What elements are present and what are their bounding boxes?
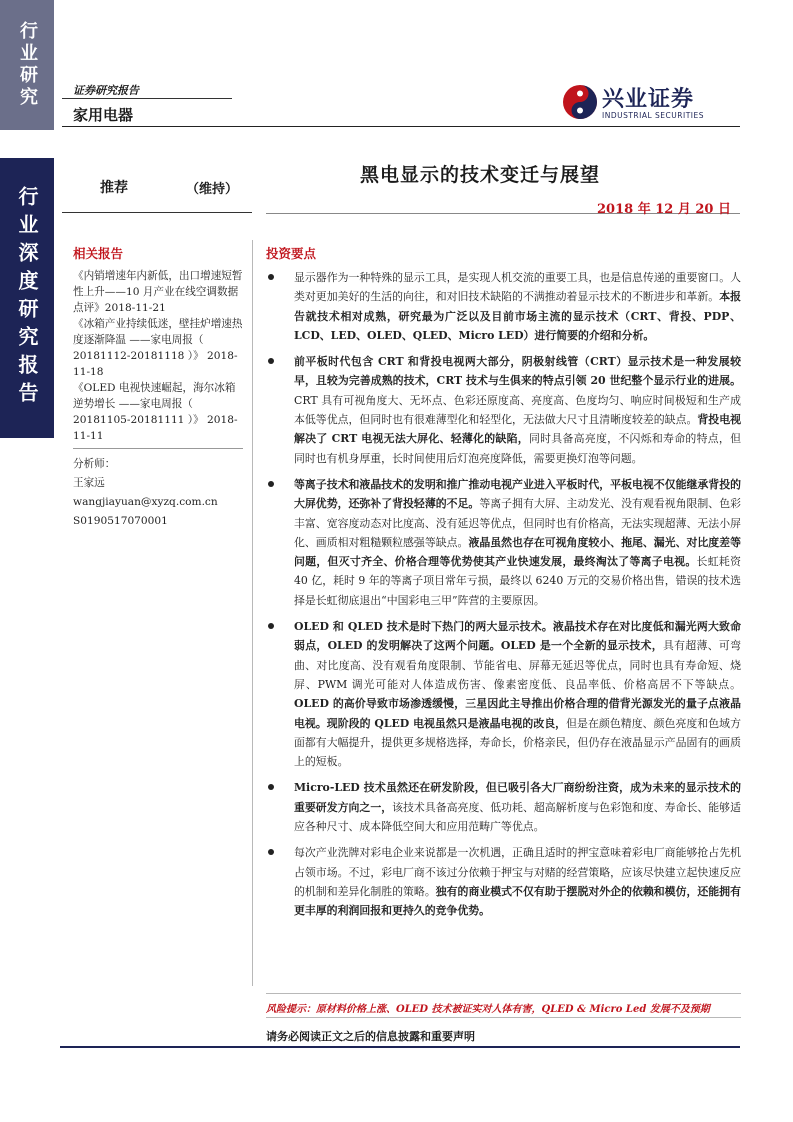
- related-reports: [73, 244, 243, 444]
- highlight-point: [266, 778, 741, 836]
- point-bold-text: Micro-LED 技术虽然还在研发阶段，但已吸引各大厂商纷纷注资，成为未来的显示技术的重要研发方向之一，: [294, 781, 741, 814]
- risk-warning: 风险提示：原材料价格上涨、OLED 技术被证实对人体有害，QLED & Micro Led 发展不及预期: [266, 1004, 710, 1015]
- footer-line: [60, 1046, 740, 1048]
- bullet-icon: [268, 623, 274, 629]
- point-text: 每次产业洗牌对彩电企业来说都是一次机遇，正确且适时的押宝意味着彩电厂商能够抢占先机占领市场。不过，彩电厂商不该过分依赖于押宝与对赌的经营策略，应该尽快建立起快速反应的机制和差异化制胜的策略。: [294, 846, 741, 898]
- point-bold-text: 本报告就技术相对成熟，研究最为广泛以及目前市场主流的显示技术（CRT、背投、PDP、LCD、LED、OLED、QLED、Micro LED）进行简要的介绍和分析。: [294, 290, 741, 342]
- highlight-point: [266, 475, 741, 610]
- rating-divider: [62, 212, 252, 213]
- point-bold-text: 等离子技术和液晶技术的发明和推广推动电视产业进入平板时代，平板电视不仅能继承背投的大屏优势，还弥补了背投轻薄的不足。: [294, 477, 741, 511]
- rating-label: 推荐: [100, 180, 128, 196]
- highlight-point: [266, 352, 741, 468]
- point-bold-text: OLED 和 QLED 技术是时下热门的两大显示技术。液晶技术存在对比度低和漏光两大致命弱点，OLED 的发明解决了这两个问题。OLED 是一个全新的显示技术，: [294, 620, 741, 653]
- point-text: 具有超薄、可弯曲、对比度高、没有观看角度限制、节能省电、屏幕无延迟等优点，同时也具有寿命短、烧屏、PWM 调光可能对人体造成伤害、像素密度低、良品率低、价格高居不下等缺点。: [294, 639, 741, 691]
- related-report-item[interactable]: 《冰箱产业持续低迷，壁挂炉增速热度逐渐降温 ——家电周报（ 20181112-20181118 ）》 2018-11-18: [73, 318, 243, 378]
- logo-mark-icon: [560, 82, 600, 122]
- point-bold-text: 独有的商业模式不仅有助于摆脱对外企的依赖和模仿，还能拥有更丰厚的利润回报和更持久的竞争优势。: [294, 884, 741, 918]
- disclaimer-footer: 请务必阅读正文之后的信息披露和重要声明: [266, 1030, 475, 1043]
- highlight-point: [266, 268, 741, 345]
- rating-note: （维持）: [186, 182, 239, 197]
- related-reports-heading: 相关报告: [73, 246, 124, 261]
- industry-name: 家用电器: [73, 106, 134, 124]
- bullet-icon: [268, 274, 274, 280]
- analyst-name: 王家远: [73, 477, 105, 489]
- highlight-point: [266, 617, 741, 771]
- side-tab-industry-research-label: 行业研究: [17, 21, 38, 109]
- report-title: 黑电显示的技术变迁与展望: [360, 164, 601, 186]
- side-tab-deep-research-label: 行业深度研究报告: [15, 186, 39, 410]
- report-date: 2018 年 12 月 20 日: [597, 202, 731, 217]
- column-divider: [252, 240, 253, 986]
- point-bold-text: 背投电视解决了 CRT 电视无法大屏化、轻薄化的缺陷，: [294, 413, 741, 446]
- analyst-email[interactable]: wangjiayuan@xyzq.com.cn: [73, 496, 218, 508]
- header-divider-short: [62, 98, 232, 99]
- point-text: 同时具备高亮度，不闪烁和寿命的特点，但同时也有机身厚重，长时间使用后灯泡亮度降低，需要更换灯泡等问题。: [294, 432, 741, 465]
- analyst-info: [73, 448, 243, 531]
- header-divider-long: [62, 126, 740, 127]
- side-tab-industry-research: [0, 0, 54, 130]
- related-report-item[interactable]: 《内销增速年内新低，出口增速短暂性上升——10 月产业在线空调数据点评》2018-11-21: [73, 270, 243, 314]
- side-tab-deep-research: [0, 158, 54, 438]
- logo-text-en: INDUSTRIAL SECURITIES: [602, 111, 704, 120]
- point-text: 显示器作为一种特殊的显示工具，是实现人机交流的重要工具，也是信息传递的重要窗口。人类对更加美好的生活的向往，和对旧技术缺陷的不满推动着显示技术的不断进步和革新。: [294, 271, 741, 304]
- company-logo: [560, 82, 730, 124]
- point-bold-text: OLED 的高价导致市场渗透缓慢，三星因此主导推出价格合理的借背光源发光的量子点液晶电视。现阶段的 QLED 电视虽然只是液晶电视的改良，: [294, 697, 741, 730]
- point-text: 该技术具备高亮度、低功耗、超高解析度与色彩饱和度、寿命长、能够适应各种尺寸、成本降低空间大和应用范畴广等优点。: [294, 800, 741, 834]
- analyst-label: 分析师：: [73, 458, 116, 470]
- point-bold-text: 前平板时代包含 CRT 和背投电视两大部分，阴极射线管（CRT）显示技术是一种发展较早，且较为完善成熟的技术，CRT 技术与生俱来的特点引领 20 世纪整个显示行业的进展。: [294, 355, 741, 388]
- risk-divider-bottom: [266, 1017, 741, 1018]
- report-type: 证券研究报告: [73, 84, 139, 97]
- point-text: 长虹耗资 40 亿，耗时 9 年的等离子项目常年亏损，最终以 6240 万元的交易价格出售，错误的技术选择是长虹彻底退出“中国彩电三甲”阵营的主要原因。: [294, 555, 741, 607]
- highlight-point: [266, 843, 741, 920]
- analyst-cert: S0190517070001: [73, 515, 168, 527]
- investment-highlights: [266, 244, 741, 928]
- risk-divider-top: [266, 993, 741, 994]
- point-text: 等离子拥有大屏、主动发光、没有观看视角限制、色彩丰富、宽容度动态对比度高、没有延迟等优点，但同时也有价格高，无法实现超薄、无法小屏化、画质相对粗糙颗粒感强等缺点。: [294, 497, 741, 549]
- investment-highlights-heading: 投资要点: [266, 246, 317, 261]
- bullet-icon: [268, 849, 274, 855]
- bullet-icon: [268, 358, 274, 364]
- point-bold-text: 液晶虽然也存在可视角度较小、拖尾、漏光、对比度差等问题，但灭寸齐全、价格合理等优势使其产业快速发展，最终淘汰了等离子电视。: [294, 535, 741, 569]
- point-text: 但是在颜色精度、颜色亮度和色域方面都有大幅提升，提供更多规格选择，寿命长，价格亲民，但仍存在液晶显示产品固有的画质上的短板。: [294, 716, 741, 769]
- related-report-list: [73, 268, 243, 444]
- point-text: CRT 具有可视角度大、无坏点、色彩还原度高、亮度高、色度均匀、响应时间极短和生产成本低等优点，但同时也有很难薄型化和轻型化，无法做大尺寸且清晰度较差的缺点。: [294, 393, 741, 427]
- logo-text-cn: 兴业证券: [602, 87, 695, 112]
- related-report-item[interactable]: 《OLED 电视快速崛起，海尔冰箱逆势增长 ——家电周报（ 20181105-20181111 ）》 2018-11-11: [73, 382, 238, 442]
- highlight-list: [266, 268, 741, 921]
- bullet-icon: [268, 784, 274, 790]
- bullet-icon: [268, 481, 274, 487]
